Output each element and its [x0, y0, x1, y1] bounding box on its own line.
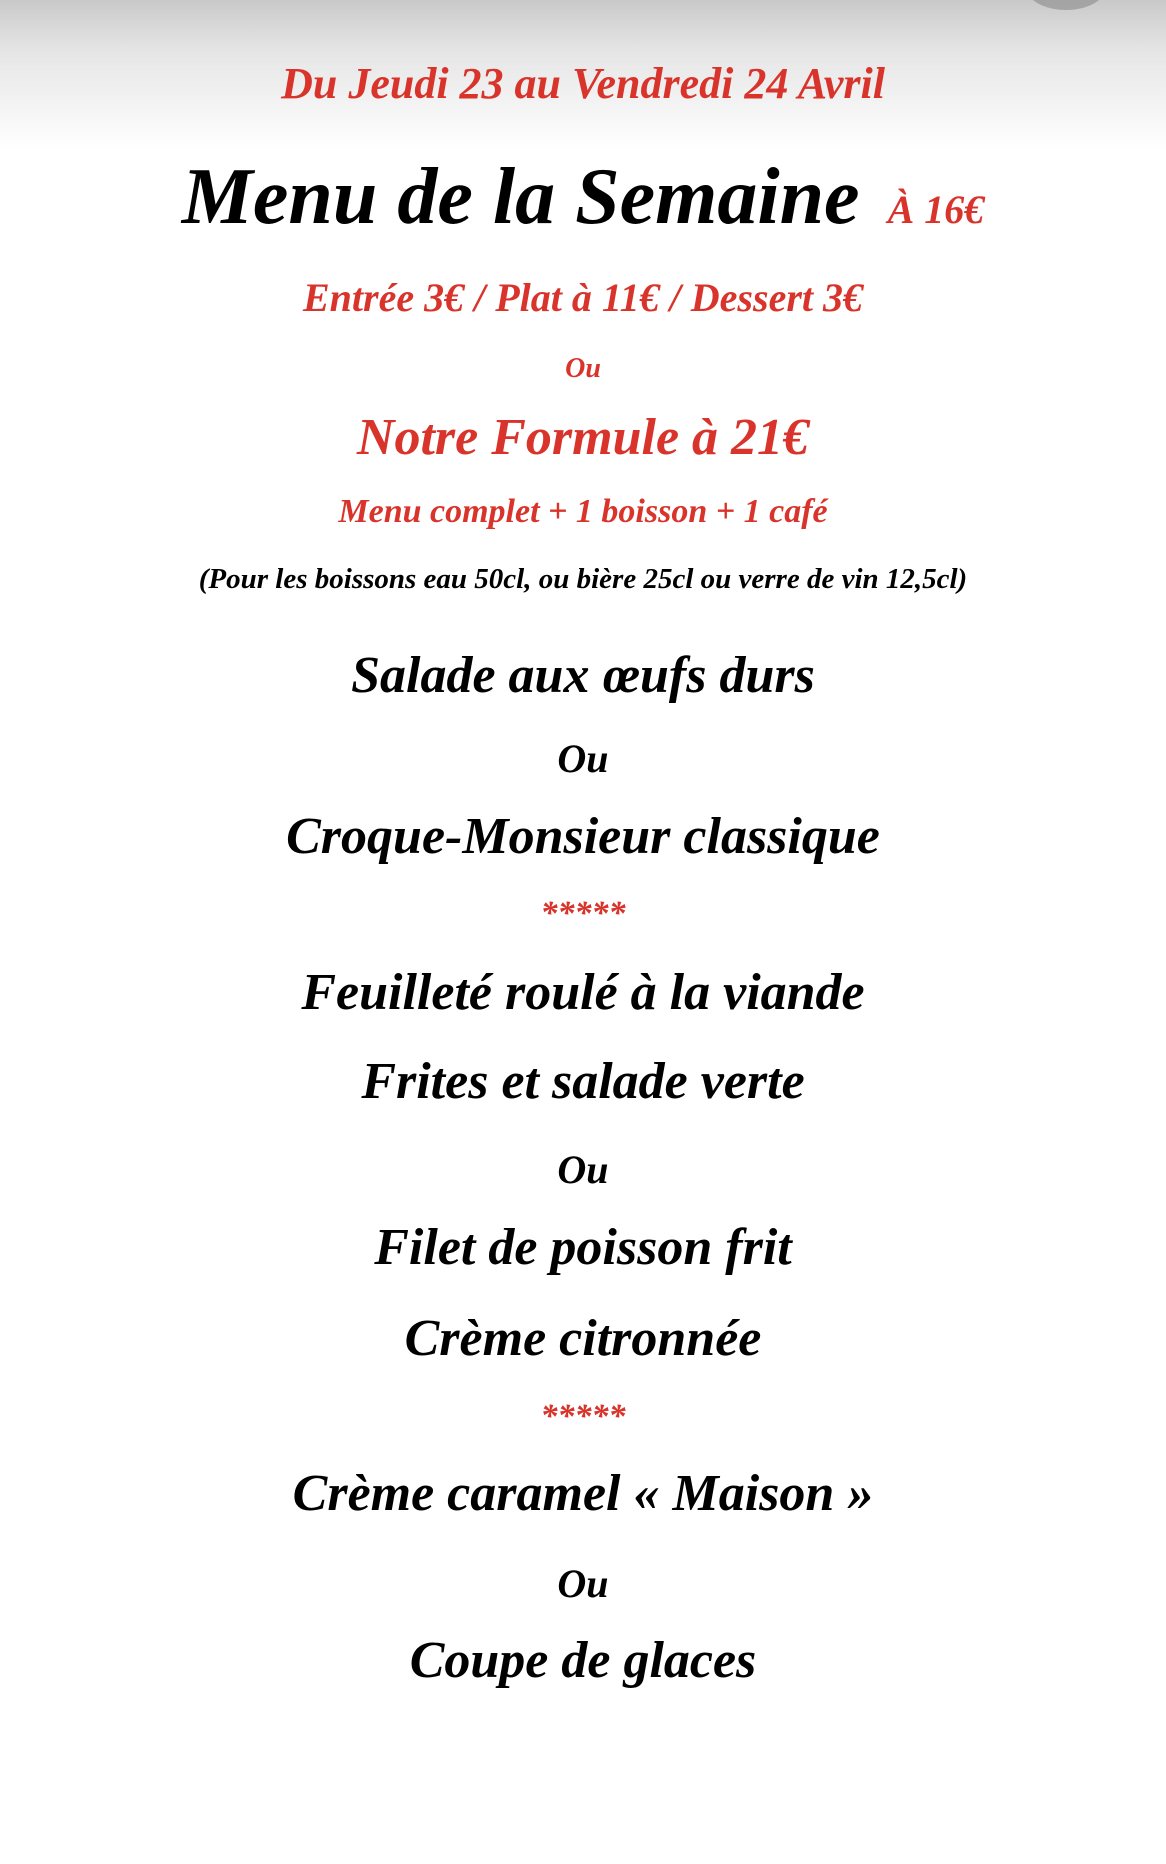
dessert-option-1: Crème caramel « Maison » [292, 1465, 874, 1522]
or-separator-mains: Ou [557, 1147, 609, 1192]
menu-title: Menu de la Semaine [181, 153, 860, 241]
starter-option-2: Croque-Monsieur classique [286, 808, 880, 865]
dessert-option-2: Coupe de glaces [409, 1632, 757, 1689]
or-separator-starters: Ou [557, 736, 609, 781]
main-option-1-line-1: Feuilleté roulé à la viande [301, 964, 865, 1021]
formula-title: Notre Formule à 21€ [356, 409, 810, 466]
formula-detail: Menu complet + 1 boisson + 1 café [338, 493, 828, 530]
main-option-2-line-1: Filet de poisson frit [374, 1219, 792, 1276]
course-separator-2: ***** [540, 1398, 626, 1435]
menu-title-price: À 16€ [887, 187, 985, 232]
drinks-note: (Pour les boissons eau 50cl, ou bière 25cl ou verre de vin 12,5cl) [198, 563, 968, 595]
main-option-2-line-2: Crème citronnée [404, 1310, 762, 1367]
starter-option-1: Salade aux œufs durs [351, 647, 815, 704]
or-separator-desserts: Ou [557, 1561, 609, 1606]
main-option-1-line-2: Frites et salade verte [361, 1053, 805, 1110]
course-separator-1: ***** [540, 895, 626, 932]
menu-title-row [0, 153, 1166, 241]
or-separator-header: Ou [565, 353, 601, 384]
menu-dates: Du Jeudi 23 au Vendredi 24 Avril [281, 59, 885, 108]
menu-prices: Entrée 3€ / Plat à 11€ / Dessert 3€ [303, 275, 863, 320]
